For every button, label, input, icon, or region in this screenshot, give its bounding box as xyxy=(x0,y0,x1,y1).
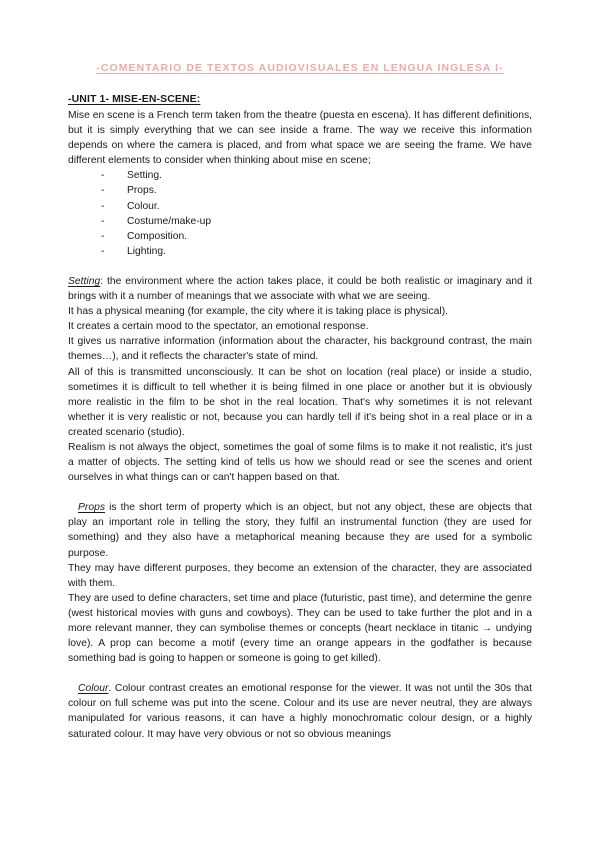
term-props: Props xyxy=(78,502,105,514)
elements-list xyxy=(68,168,532,259)
paragraph-text: the environment where the action takes place, it could be both realistic or imaginary and it brings with it a number of meanings that we associate with what we are seeing. xyxy=(68,275,532,303)
term-setting: Setting xyxy=(68,275,101,287)
bullet-dash: - xyxy=(101,230,105,242)
paragraph-text: is the short term of property which is an object, but not any object, these are objects that play an important role in telling the story, they fulfil an instrumental function (they are used for something) and they also have a metaphorical meaning because they are used for a symbolic purpose. xyxy=(68,502,533,559)
section-colour-paragraph-1 xyxy=(68,681,532,741)
list-item xyxy=(101,214,532,229)
paragraph-text: Colour contrast creates an emotional response for the viewer. It was not until the 30s that colour on full scheme was put into the scene. Colour and its use are never neutral, they are always manipulated for various reasons, it can have a highly monochromatic colour design, or a highly saturated colour. It may have very obvious or not so obvious meanings xyxy=(68,683,532,740)
list-item-label: Setting. xyxy=(127,170,162,182)
list-item xyxy=(101,199,532,214)
unit-heading: -UNIT 1- MISE-EN-SCENE: xyxy=(68,93,201,105)
list-item xyxy=(101,229,532,244)
list-item-label: Colour. xyxy=(127,200,160,212)
term-suffix: : xyxy=(100,275,104,287)
section-setting-paragraph-5: All of this is transmitted unconsciously. It can be shot on location (real place) or inside a studio, sometimes it is difficult to tell whether it is being filmed in one place or another but it is obviously more realistic in the film to be shot in the real location. That's why sometimes it is not relevant whether it is very realistic or not, because you can hardly tell if it's being shot in a real place or in a created scenario (studio). xyxy=(68,366,532,438)
section-setting-paragraph-1 xyxy=(68,274,532,304)
document-title: -COMENTARIO DE TEXTOS AUDIOVISUALES EN LENGUA INGLESA I- xyxy=(96,62,504,74)
list-item-label: Lighting. xyxy=(127,245,166,257)
section-setting-paragraph-4: It gives us narrative information (information about the character, his background contrast, the main themes…), and it reflects the character's state of mind. xyxy=(68,336,532,363)
section-setting-paragraph-2: It has a physical meaning (for example, the city where it is taking place is physical). xyxy=(68,306,449,318)
bullet-dash: - xyxy=(101,200,105,212)
section-spacer xyxy=(68,259,532,274)
list-item-label: Costume/make-up xyxy=(127,215,212,227)
list-item-label: Props. xyxy=(127,185,157,197)
section-setting-paragraph-6: Realism is not always the object, sometimes the goal of some films is to make it not realistic, it's just a matter of objects. The setting kind of tells us how we should read or see the scenes and orient ourselves in what things can or can't happen based on that. xyxy=(68,441,532,484)
section-spacer xyxy=(68,666,532,681)
term-suffix: . xyxy=(108,683,112,695)
bullet-dash: - xyxy=(101,215,105,227)
list-item-label: Composition. xyxy=(127,230,188,242)
intro-paragraph: Mise en scene is a French term taken from the theatre (puesta en escena). It has different definitions, but it is simply everything that we can see inside a frame. The way we receive this information depends on where the camera is placed, and from what space we are seeing the frame. We have different elements to consider when thinking about mise en scene; xyxy=(68,110,532,167)
list-item xyxy=(101,244,532,259)
term-colour: Colour xyxy=(78,683,109,695)
section-props-paragraph-2: They may have different purposes, they become an extension of the character, they are associated with them. xyxy=(68,562,532,589)
section-props-paragraph-3: They are used to define characters, set time and place (futuristic, past time), and determine the genre (west historical movies with guns and cowboys). They can be used to take further the plot and in a more relevant manner, they can symbolise themes or concepts (heart necklace in titanic → undying love). A prop can become a motif (every time an orange appears in the godfather is because something bad is going to happen or someone is going to get killed). xyxy=(68,592,532,665)
section-setting-paragraph-3: It creates a certain mood to the spectator, an emotional response. xyxy=(68,321,369,333)
section-spacer xyxy=(68,485,532,500)
section-props-paragraph-1 xyxy=(68,500,532,560)
list-item xyxy=(101,183,532,198)
bullet-dash: - xyxy=(101,185,105,197)
bullet-dash: - xyxy=(101,245,105,257)
bullet-dash: - xyxy=(101,170,105,182)
list-item xyxy=(101,168,532,183)
